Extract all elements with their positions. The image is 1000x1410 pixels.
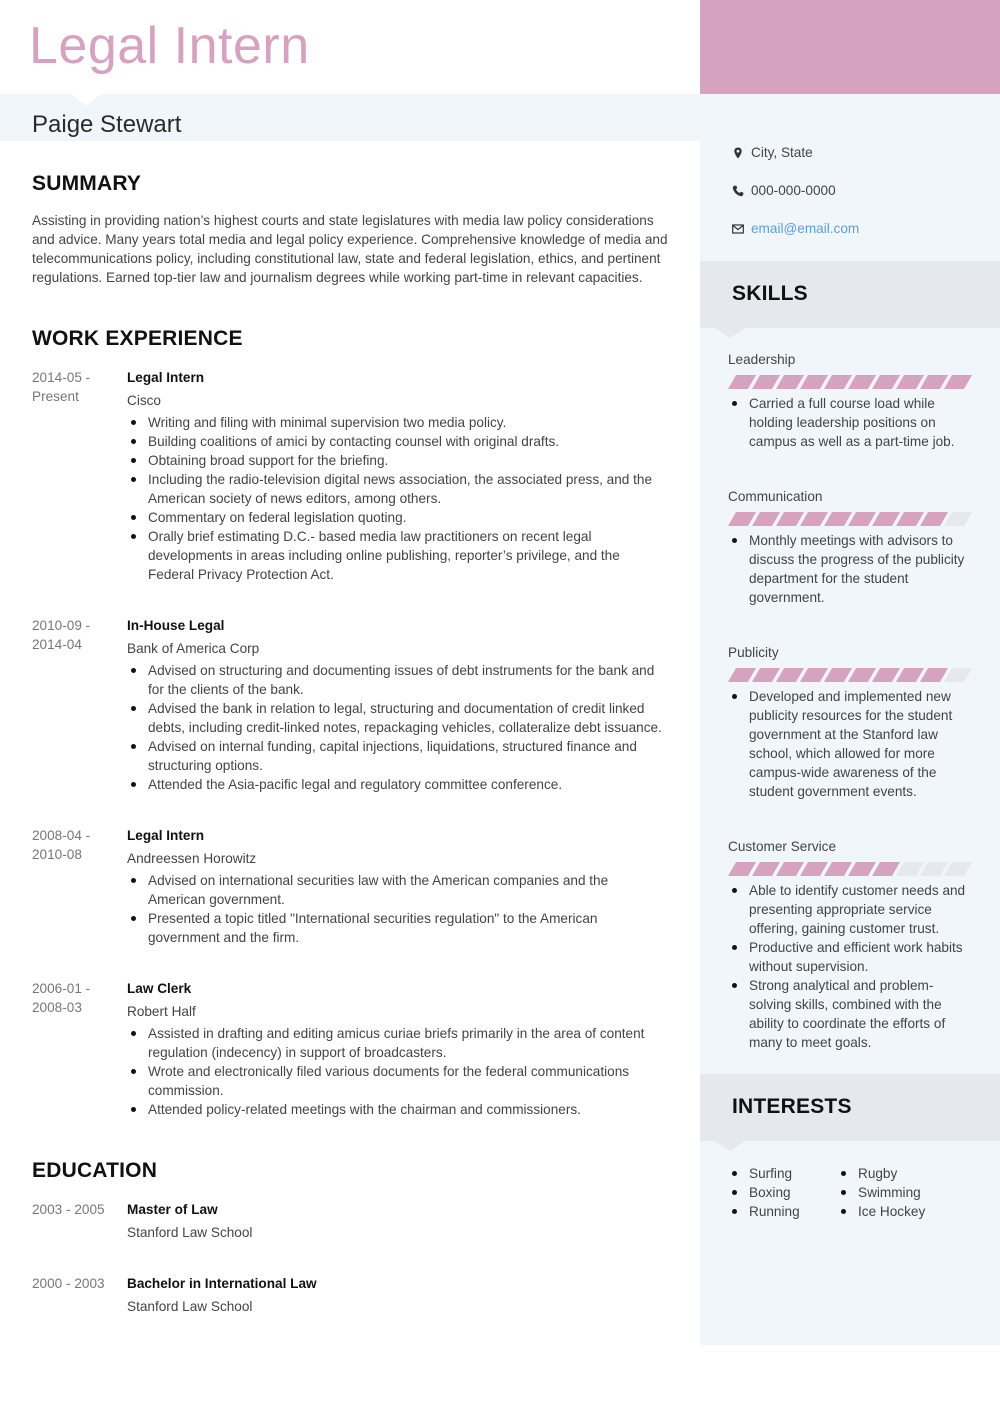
job-bullet: Orally brief estimating D.C.- based media law practitioners on recent legal developments in areas including online publishing, reporter’s privilege, and the Federal Privacy Protection Act. (127, 527, 668, 584)
job-details (127, 826, 668, 947)
job-dates (32, 368, 127, 584)
job-dates (32, 616, 127, 794)
job-bullet: Wrote and electronically filed various documents for the federal communications commission. (127, 1062, 668, 1100)
job-bullet: Assisted in drafting and editing amicus curiae briefs primarily in the area of content regulation (indecency) in support of broadcasters. (127, 1024, 668, 1062)
skill-level-bar (732, 512, 972, 526)
education-degree: Bachelor in International Law (127, 1276, 317, 1291)
job-bullet: Attended the Asia-pacific legal and regulatory committee conference. (127, 775, 668, 794)
education-heading: EDUCATION (32, 1159, 158, 1182)
skill-bullet: Carried a full course load while holding leadership positions on campus as well as a part-time job. (728, 394, 972, 451)
interest-item: Ice Hockey (837, 1202, 946, 1221)
contact-info (700, 94, 1000, 238)
job-company: Cisco (127, 393, 161, 408)
interests-list (700, 1141, 1000, 1221)
pointer-decoration (715, 328, 745, 338)
skill-level-segment (944, 668, 972, 682)
skill-bullets (728, 687, 972, 801)
skill-entry (700, 643, 1000, 801)
job-bullet: Obtaining broad support for the briefing. (127, 451, 668, 470)
interests-heading: INTERESTS (732, 1095, 852, 1118)
education-details (127, 1274, 668, 1316)
interest-item: Rugby (837, 1164, 946, 1183)
summary-heading: SUMMARY (32, 172, 142, 195)
skill-level-bar (732, 375, 972, 389)
sidebar (700, 0, 1000, 1345)
skill-level-segment (944, 375, 972, 389)
skill-bullet: Productive and efficient work habits without supervision. (728, 938, 972, 976)
job-bullet: Building coalitions of amici by contacting counsel with original drafts. (127, 432, 668, 451)
email-link[interactable]: email@email.com (751, 221, 860, 236)
job-bullet: Writing and filing with minimal supervision two media policy. (127, 413, 668, 432)
job-bullet: Advised on international securities law with the American companies and the American government. (127, 871, 668, 909)
job-entry (32, 616, 668, 794)
skill-level-bar (732, 668, 972, 682)
phone-text: 000-000-0000 (751, 183, 836, 198)
education-dates: 2000 - 2003 (32, 1276, 105, 1291)
skill-level-bar (732, 862, 972, 876)
contact-location (732, 143, 1000, 162)
work-experience-section (32, 327, 668, 1119)
job-date-start: 2010-09 - (32, 618, 91, 633)
work-experience-heading: WORK EXPERIENCE (32, 327, 243, 350)
interest-item: Boxing (728, 1183, 837, 1202)
skill-bullets (728, 881, 972, 1052)
skill-bullets (728, 394, 972, 451)
skill-entry (700, 837, 1000, 1052)
job-dates (32, 826, 127, 947)
envelope-icon (732, 223, 744, 235)
skills-header (700, 261, 1000, 328)
interest-item: Surfing (728, 1164, 837, 1183)
phone-icon (732, 185, 744, 197)
skill-entry (700, 487, 1000, 607)
job-bullet: Presented a topic titled "International securities regulation" to the American government and the firm. (127, 909, 668, 947)
job-date-start: 2006-01 - (32, 981, 91, 996)
job-dates (32, 979, 127, 1119)
job-date-start: 2008-04 - (32, 828, 91, 843)
job-bullet: Including the radio-television digital news association, the associated press, and the American society of news editors, among others. (127, 470, 668, 508)
job-title: In-House Legal (127, 618, 225, 633)
education-school: Stanford Law School (127, 1225, 253, 1240)
job-date-end: 2014-04 (32, 637, 82, 652)
job-bullet: Advised on internal funding, capital injections, liquidations, structured finance and structuring options. (127, 737, 668, 775)
pointer-decoration (715, 1141, 745, 1151)
job-details (127, 368, 668, 584)
name-band (0, 94, 700, 141)
skill-name: Communication (728, 489, 823, 504)
skill-bullet: Strong analytical and problem-solving skills, combined with the ability to coordinate the efforts of many to meet goals. (728, 976, 972, 1052)
job-date-end: 2008-03 (32, 1000, 82, 1015)
job-company: Andreessen Horowitz (127, 851, 257, 866)
skill-bullet: Developed and implemented new publicity resources for the student government at the Stanford law school, which allowed for more campus-wide awareness of the student government events. (728, 687, 972, 801)
job-company: Robert Half (127, 1004, 196, 1019)
skill-bullets (728, 531, 972, 607)
job-bullets (127, 871, 668, 947)
skill-name: Customer Service (728, 839, 837, 854)
contact-email (732, 219, 1000, 238)
skill-level-segment (944, 512, 972, 526)
summary-section (32, 172, 668, 287)
education-school: Stanford Law School (127, 1299, 253, 1314)
job-bullet: Advised on structuring and documenting issues of debt instruments for the bank and for the clients of the bank. (127, 661, 668, 699)
education-entry (32, 1274, 668, 1316)
map-pin-icon (732, 147, 744, 159)
job-bullets (127, 413, 668, 584)
skill-entry (700, 350, 1000, 451)
job-date-end: Present (32, 389, 79, 404)
education-section (32, 1159, 668, 1316)
job-bullets (127, 661, 668, 794)
education-dates: 2003 - 2005 (32, 1202, 105, 1217)
pointer-decoration (71, 94, 101, 106)
skill-name: Publicity (728, 645, 779, 660)
job-bullet: Advised the bank in relation to legal, structuring and documentation of credit linked debts, including credit-linked notes, repackaging vehicles, collateralize debt issuance. (127, 699, 668, 737)
skill-level-segment (944, 862, 972, 876)
skill-bullet: Monthly meetings with advisors to discuss the progress of the publicity department for the student government. (728, 531, 972, 607)
candidate-name: Paige Stewart (32, 111, 182, 138)
contact-phone (732, 181, 1000, 200)
sidebar-accent-block (700, 0, 1000, 94)
skills-heading: SKILLS (732, 282, 808, 305)
job-entry (32, 979, 668, 1119)
job-date-start: 2014-05 - (32, 370, 91, 385)
interest-item: Swimming (837, 1183, 946, 1202)
job-bullet: Commentary on federal legislation quoting. (127, 508, 668, 527)
job-details (127, 979, 668, 1119)
summary-text: Assisting in providing nation’s highest courts and state legislatures with media law policy considerations and advice. Many years total media and legal policy experience. Comprehensive knowledge of media and telecommunications policy, including constitutional law, state and federal legislation, ethics, and pertinent regulations. Earned top-tier law and journalism degrees while working part-time in relevant capacities. (32, 213, 668, 285)
education-details (127, 1200, 668, 1242)
job-company: Bank of America Corp (127, 641, 260, 656)
resume-title: Legal Intern (29, 17, 310, 75)
skill-name: Leadership (728, 352, 796, 367)
education-entry (32, 1200, 668, 1242)
job-title: Legal Intern (127, 828, 205, 843)
job-details (127, 616, 668, 794)
job-entry (32, 826, 668, 947)
job-title: Legal Intern (127, 370, 205, 385)
job-date-end: 2010-08 (32, 847, 82, 862)
job-entry (32, 368, 668, 584)
job-bullet: Attended policy-related meetings with the chairman and commissioners. (127, 1100, 668, 1119)
interests-header (700, 1074, 1000, 1141)
location-text: City, State (751, 145, 813, 160)
education-degree: Master of Law (127, 1202, 218, 1217)
interest-item: Running (728, 1202, 837, 1221)
job-bullets (127, 1024, 668, 1119)
job-title: Law Clerk (127, 981, 192, 996)
skill-bullet: Able to identify customer needs and presenting appropriate service offering, gaining customer trust. (728, 881, 972, 938)
